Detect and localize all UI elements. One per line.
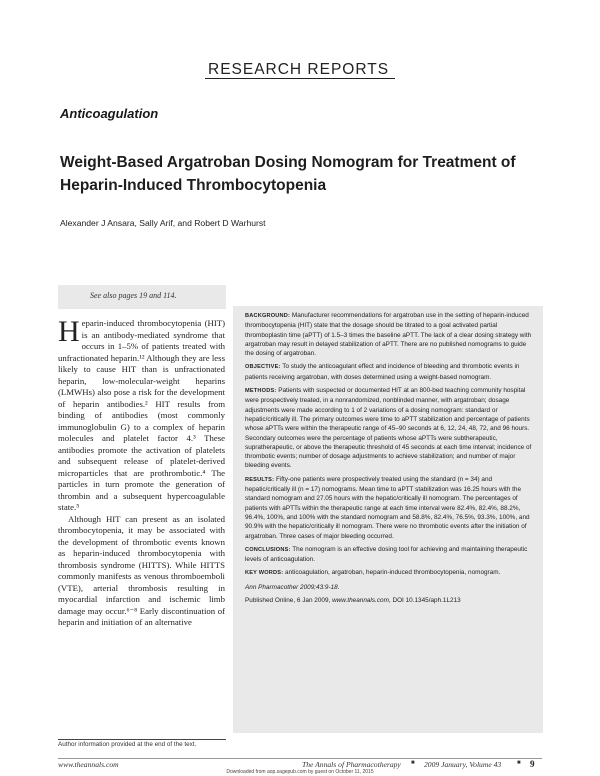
footnote: Author information provided at the end of the text. xyxy=(58,741,197,748)
published-url-link[interactable]: www.theannals.com xyxy=(332,597,389,605)
body-paragraph-2: Although HIT can present as an isolated thrombocytopenia, it may be associated with the development of thrombotic events known as heparin-induced thrombocytopenia with thrombosis syndrome (HITTS). While HITTS commonly manifests as venous thromboemboli (VTE), arterial thrombosis resulting in myocardial infarction and ischemic limb damage may occur.⁶⁻⁸ Early discontinuation of heparin and initiation of an alternative xyxy=(58,513,225,627)
results-text: Fifty-one patients were prospectively treated using the standard (n = 34) and hepatic/critically ill (n = 17) nomograms. Mean time to aPTT stabilization was 16.25 hours with the standard nomogram and 27.05 hours with the hepatic/critically ill nomogram. The percentages of patients with aPTTs within the therapeutic range at each time interval were 82.4%, 82.4%, 88.2%, 96.4%, 100%, and 100% with the standard nomogram and 58.8%, 82.4%, 76.5%, 93.3%, 100%, and 90.9% with the hepatic/critically ill nomogram. There were no thrombotic events after the initiation of argatroban. Three cases of major bleeding occurred. xyxy=(245,475,530,540)
abstract-citation: Ann Pharmacother 2009;43:9-18. xyxy=(245,583,340,591)
footer-journal: The Annals of Pharmacotherapy xyxy=(302,760,401,769)
abstract-published xyxy=(245,596,533,605)
keywords-text: anticoagulation, argatroban, heparin-induced thrombocytopenia, nomogram. xyxy=(285,569,501,577)
abstract-keywords xyxy=(245,568,533,578)
banner-rule xyxy=(205,78,395,79)
keywords-label: KEY WORDS: xyxy=(245,570,284,577)
conclusions-text: The nomogram is an effective dosing tool for achieving and maintaining therapeutic levels of anticoagulation. xyxy=(245,545,528,564)
results-label: RESULTS: xyxy=(245,476,275,483)
body-column xyxy=(58,315,225,629)
abstract-text xyxy=(245,311,533,609)
footnote-rule xyxy=(58,739,226,740)
article-authors: Alexander J Ansara, Sally Arif, and Robert D Warhurst xyxy=(60,218,266,228)
objective-text: To study the anticoagulant effect and incidence of bleeding and thrombotic events in patients receiving argatroban, with doses determined using a weight-based nomogram. xyxy=(245,363,520,381)
methods-text: Patients with suspected or documented HIT at an 800-bed teaching community hospital were prospectively treated, in a nonrandomized, nonblinded manner, with argatroban; dosage adjustments were made according to 1 of 2 variations of a dosing nomogram: standard or hepatic/critically ill. The primary outcomes were time to aPTT stabilization and percentage of patients whose aPTTs were within the therapeutic range of 45–90 seconds at 6, 12, 24, 48, 72, and 96 hours. Secondary outcomes were the percentage of patients whose aPTTs were subtherapeutic, supratherapeutic, or above the therapeutic threshold of 45 seconds at each time interval; incidence of thrombotic events; number of dosage adjustments to achieve stabilization; and number of major bleeding events. xyxy=(245,387,532,470)
article-title: Weight-Based Argatroban Dosing Nomogram for Treatment of Heparin-Induced Thrombocytopenia xyxy=(60,154,516,194)
conclusions-label: CONCLUSIONS: xyxy=(245,546,291,553)
footer-site-link[interactable]: www.theannals.com xyxy=(58,760,119,769)
footer-rule xyxy=(58,758,542,759)
footer-separator-icon: ■ xyxy=(517,760,521,766)
page-number: 9 xyxy=(530,759,535,769)
published-doi: , DOI 10.1345/aph.1L213 xyxy=(388,597,461,605)
objective-label: OBJECTIVE: xyxy=(245,364,281,371)
section-banner: RESEARCH REPORTS xyxy=(208,61,390,78)
footer-separator-icon: ■ xyxy=(411,760,415,766)
section-heading: Anticoagulation xyxy=(60,106,159,121)
abstract-results xyxy=(245,475,533,541)
see-also-note: See also pages 19 and 114. xyxy=(90,291,177,300)
drop-cap: H xyxy=(58,315,80,348)
background-label: BACKGROUND: xyxy=(245,313,291,319)
abstract-objective xyxy=(245,362,533,382)
abstract-background xyxy=(245,311,533,358)
body-paragraph-1 xyxy=(58,315,225,514)
paragraph-1-text: eparin-induced thrombocytopenia (HIT) is an antibody-mediated syndrome that occurs in 1–5% of patients treated with unfractionated heparin.¹² Although they are less likely to cause HIT than is unfractionated heparin, low-molecular-weight heparins (LMWHs) also pose a risk for the development of heparin antibodies.² HIT results from binding of antibodies (most commonly immunoglobulin G) to a complex of heparin molecules and platelet factor 4.³ These antibodies promote the activation of platelets and subsequent release of platelet-derived microparticles that are prothrombotic.⁴ The particles in turn promote the generation of thrombin and a subsequent hypercoagulable state.⁵ xyxy=(58,318,225,512)
download-notice: Downloaded from aop.sagepub.com by guest on October 11, 2015 xyxy=(226,769,374,775)
abstract-methods xyxy=(245,386,533,471)
abstract-conclusions xyxy=(245,545,533,565)
background-text: Manufacturer recommendations for argatroban use in the setting of heparin-induced thrombocytopenia (HIT) state that the dosage should be titrated to a goal activated partial thromboplastin time (aPTT) of 1.5–3 times the baseline aPTT. The lack of a clear dosing strategy with argatroban may result in delayed stabilization of aPTT. There are no published nomograms to guide the dosing of argatroban. xyxy=(245,312,532,358)
footer-issue-date: 2009 January, Volume 43 xyxy=(424,760,502,769)
methods-label: METHODS: xyxy=(245,388,277,395)
published-prefix: Published Online, 6 Jan 2009, xyxy=(245,597,331,605)
